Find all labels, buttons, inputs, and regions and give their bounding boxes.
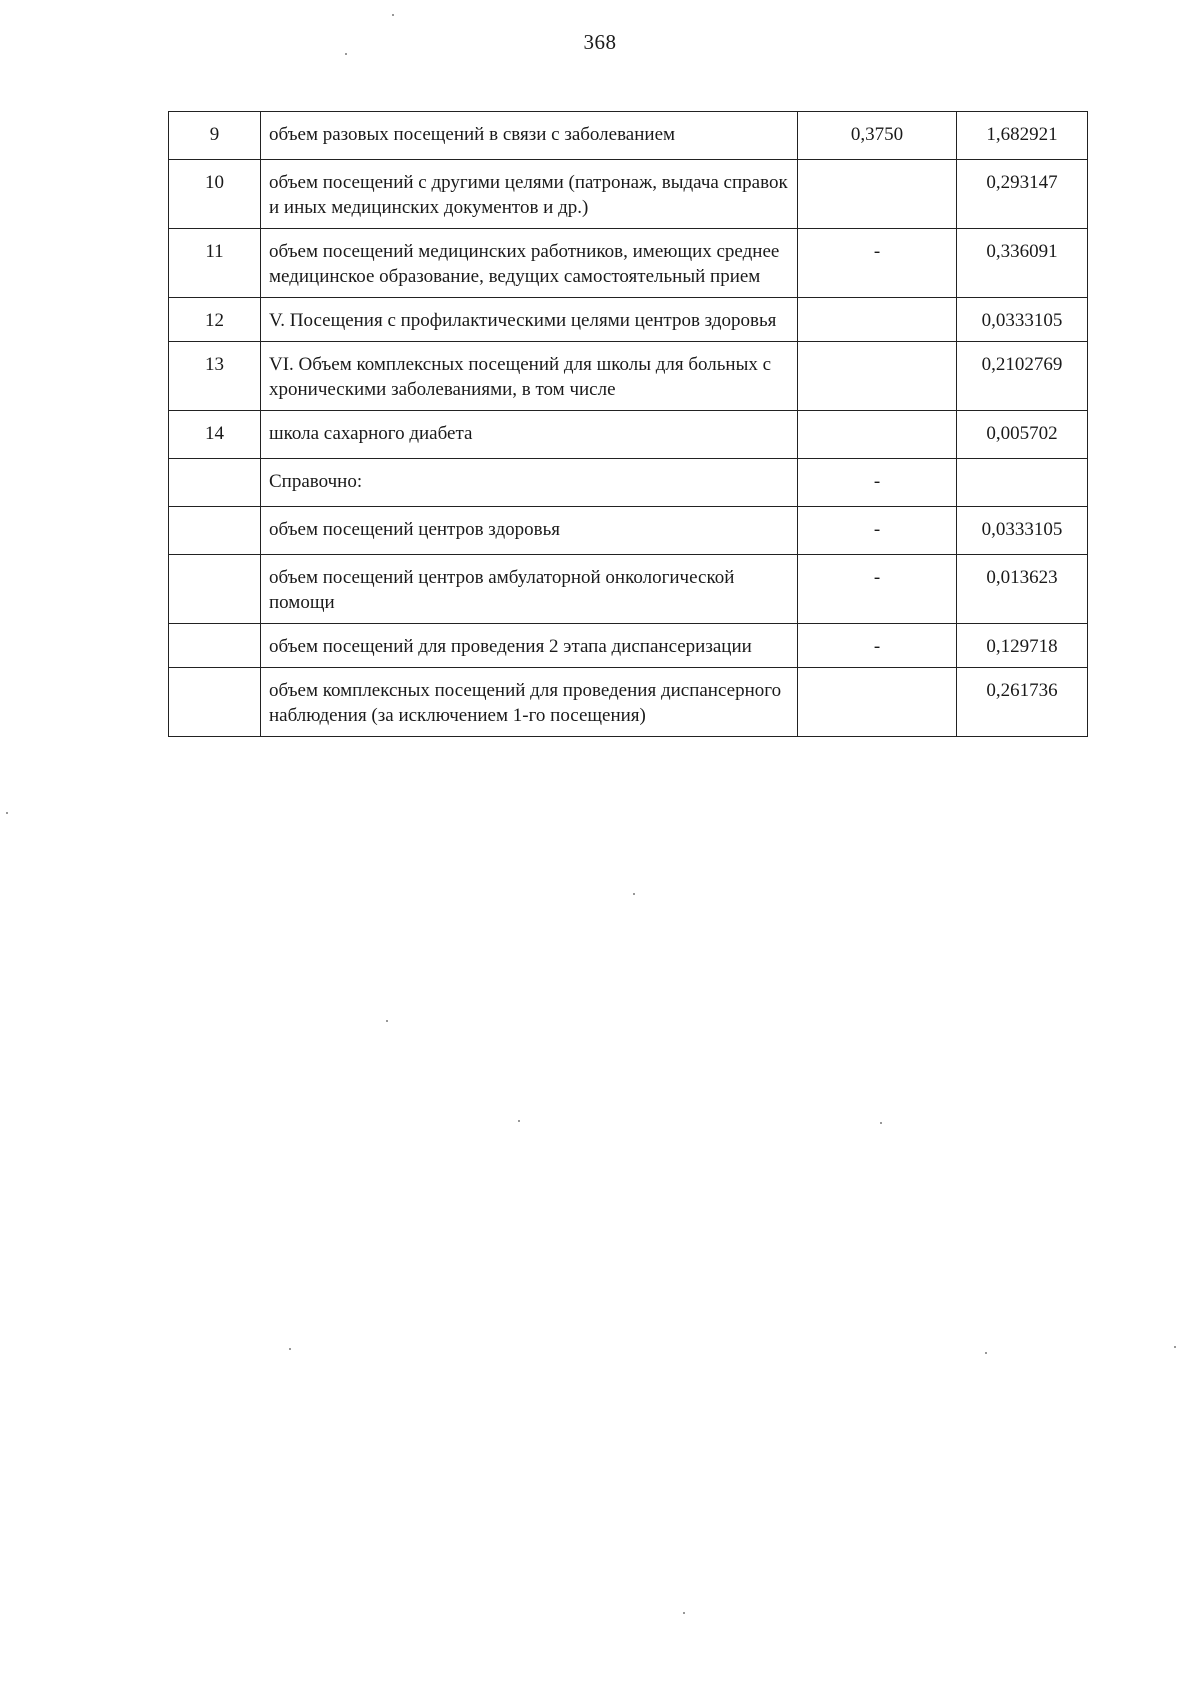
row-value-a: - (798, 555, 957, 624)
row-description: объем посещений центров здоровья (261, 507, 798, 555)
row-description: Справочно: (261, 459, 798, 507)
scan-speck (289, 1348, 291, 1350)
row-description: объем посещений с другими целями (патронаж, выдача справок и иных медицинских документов и др.) (261, 160, 798, 229)
row-number (169, 555, 261, 624)
scan-speck (683, 1612, 685, 1614)
table-row (169, 160, 1088, 229)
row-number: 11 (169, 229, 261, 298)
row-value-b: 0,129718 (957, 624, 1088, 668)
row-number (169, 459, 261, 507)
row-value-b: 0,261736 (957, 668, 1088, 737)
table-row (169, 459, 1088, 507)
row-value-b: 1,682921 (957, 112, 1088, 160)
row-number: 9 (169, 112, 261, 160)
row-value-a: - (798, 459, 957, 507)
row-description: объем посещений центров амбулаторной онкологической помощи (261, 555, 798, 624)
row-value-b: 0,0333105 (957, 507, 1088, 555)
scan-speck (386, 1020, 388, 1022)
table-row (169, 342, 1088, 411)
row-value-a: - (798, 624, 957, 668)
row-value-a (798, 411, 957, 459)
row-value-b (957, 459, 1088, 507)
row-number: 10 (169, 160, 261, 229)
table-row (169, 668, 1088, 737)
row-value-b: 0,336091 (957, 229, 1088, 298)
row-number: 13 (169, 342, 261, 411)
table-row (169, 507, 1088, 555)
table-row (169, 624, 1088, 668)
row-value-b: 0,005702 (957, 411, 1088, 459)
scan-speck (345, 53, 347, 55)
row-number (169, 668, 261, 737)
scan-speck (985, 1352, 987, 1354)
row-description: объем комплексных посещений для проведения диспансерного наблюдения (за исключением 1-го посещения) (261, 668, 798, 737)
row-value-b: 0,2102769 (957, 342, 1088, 411)
scan-speck (392, 14, 394, 16)
row-number: 12 (169, 298, 261, 342)
row-value-b: 0,013623 (957, 555, 1088, 624)
row-value-a (798, 668, 957, 737)
table-row (169, 555, 1088, 624)
row-description: V. Посещения с профилактическими целями центров здоровья (261, 298, 798, 342)
row-value-a (798, 298, 957, 342)
scan-speck (633, 893, 635, 895)
table-row (169, 298, 1088, 342)
table-row (169, 411, 1088, 459)
row-description: VI. Объем комплексных посещений для школы для больных с хроническими заболеваниями, в том числе (261, 342, 798, 411)
scan-speck (1174, 1346, 1176, 1348)
row-value-b: 0,0333105 (957, 298, 1088, 342)
row-description: объем посещений медицинских работников, имеющих среднее медицинское образование, ведущих самостоятельный прием (261, 229, 798, 298)
page-number: 368 (583, 30, 617, 54)
row-value-a: - (798, 229, 957, 298)
row-description: объем посещений для проведения 2 этапа диспансеризации (261, 624, 798, 668)
scan-speck (880, 1122, 882, 1124)
data-table (168, 111, 1088, 737)
table-row (169, 229, 1088, 298)
row-description: объем разовых посещений в связи с заболеванием (261, 112, 798, 160)
row-value-a: - (798, 507, 957, 555)
scan-speck (6, 812, 8, 814)
row-value-a: 0,3750 (798, 112, 957, 160)
row-value-b: 0,293147 (957, 160, 1088, 229)
scan-speck (518, 1120, 520, 1122)
table-row (169, 112, 1088, 160)
row-number: 14 (169, 411, 261, 459)
row-number (169, 507, 261, 555)
row-number (169, 624, 261, 668)
row-description: школа сахарного диабета (261, 411, 798, 459)
row-value-a (798, 160, 957, 229)
row-value-a (798, 342, 957, 411)
